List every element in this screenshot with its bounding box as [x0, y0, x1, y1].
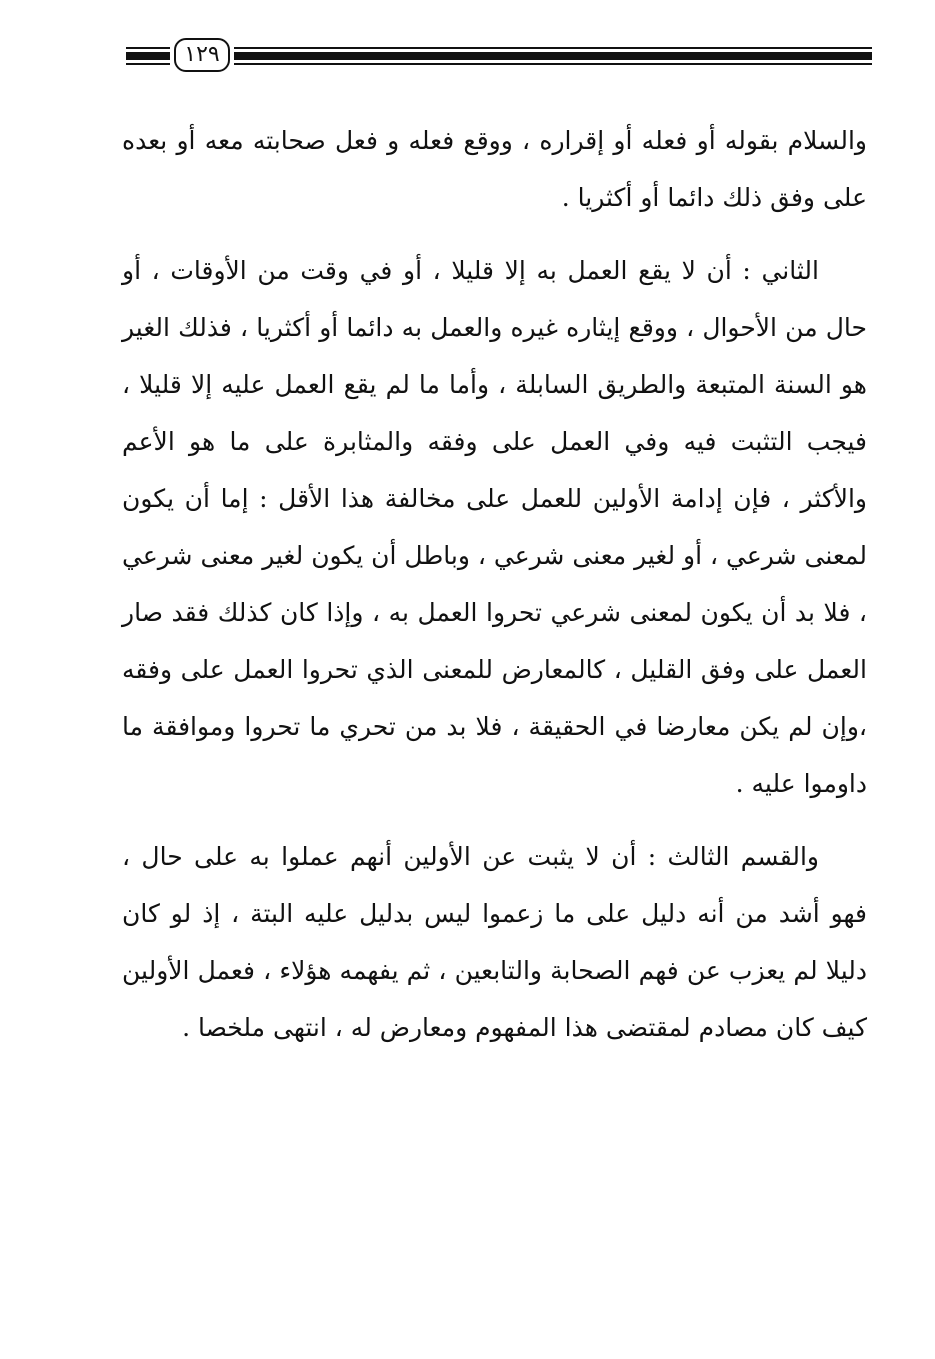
page-header: [126, 38, 872, 74]
header-rule-right-bottom: [234, 63, 872, 65]
paragraph-third-section: والقسم الثالث : أن لا يثبت عن الأولين أنهم عملوا به على حال ، فهو أشد من أنه دليل على ما زعموا ليس بدليل عليه البتة ، إذ لو كان دليلا لم يعزب عن فهم الصحابة والتابعين ، ثم يفهمه هؤلاء ، فعمل الأولين كيف كان مصادم لمقتضى هذا المفهوم ومعارض له ، انتهى ملخصا .: [122, 842, 867, 1042]
page-body: [122, 112, 867, 1056]
header-rule-left: [126, 47, 170, 49]
header-rule-left-thick: [126, 52, 170, 60]
paragraph-second-section: الثاني : أن لا يقع العمل به إلا قليلا ، أو في وقت من الأوقات ، أو حال من الأحوال ، ووقع إيثاره غيره والعمل به دائما أو أكثريا ، فذلك الغير هو السنة المتبعة والطريق السابلة ، وأما ما لم يقع العمل عليه إلا قليلا ، فيجب التثبت فيه وفي العمل على وفقه والمثابرة على ما هو الأعم والأكثر ، فإن إدامة الأولين للعمل على مخالفة هذا الأقل : إما أن يكون لمعنى شرعي ، أو لغير معنى شرعي ، وباطل أن يكون لغير معنى شرعي ، فلا بد أن يكون لمعنى شرعي تحروا العمل به ، وإذا كان كذلك فقد صار العمل على وفق القليل ، كالمعارض للمعنى الذي تحروا العمل على وفقه ،وإن لم يكن معارضا في الحقيقة ، فلا بد من تحري ما تحروا وموافقة ما داوموا عليه .: [122, 256, 867, 798]
header-rule-left-bottom: [126, 63, 170, 65]
paragraph-continuation: والسلام بقوله أو فعله أو إقراره ، ووقع فعله و فعل صحابته معه أو بعده على وفق ذلك دائما أو أكثريا .: [122, 126, 867, 212]
header-rule-right-thick: [234, 52, 872, 60]
header-rule-right: [234, 47, 872, 49]
page-number: ١٢٩: [174, 38, 230, 72]
